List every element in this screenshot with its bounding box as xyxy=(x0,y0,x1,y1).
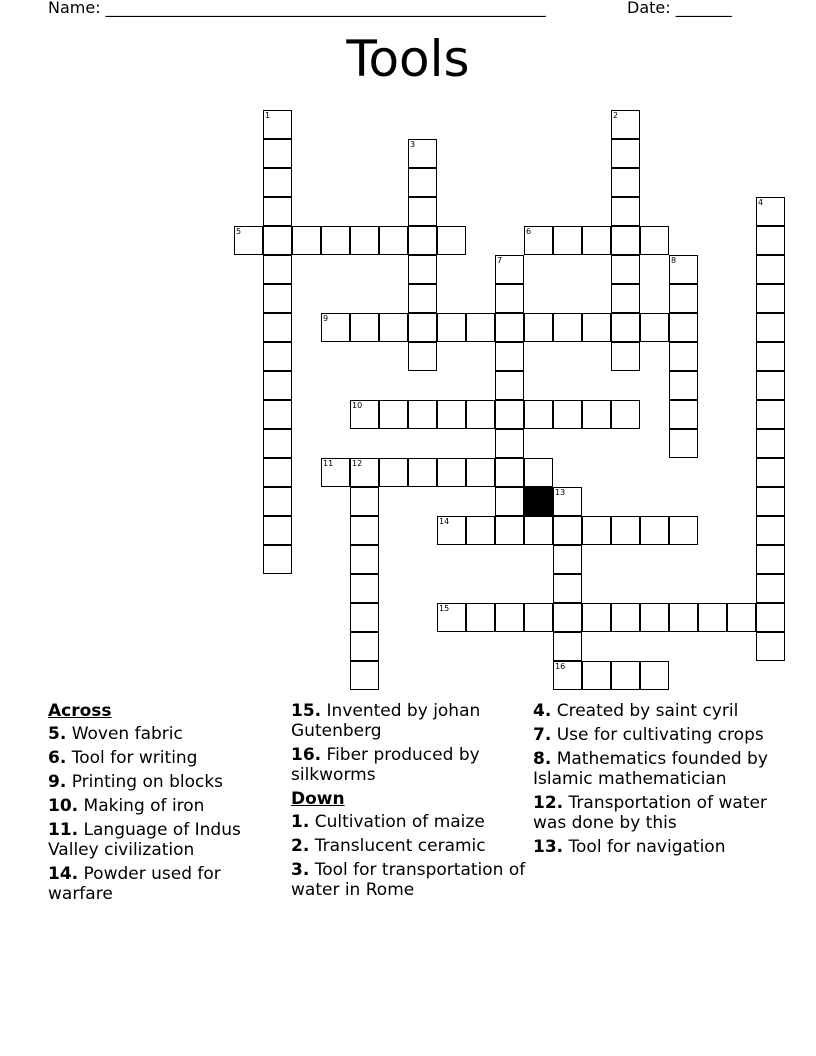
clue-number: 7. xyxy=(533,725,552,745)
grid-cell[interactable] xyxy=(350,603,379,632)
clue-down-1 xyxy=(291,812,526,832)
clue-across-11 xyxy=(48,820,283,860)
grid-cell[interactable] xyxy=(408,313,437,342)
clue-text: Created by saint cyril xyxy=(556,701,739,721)
grid-cell[interactable] xyxy=(698,603,727,632)
grid-cell[interactable] xyxy=(408,226,437,255)
black-cell xyxy=(524,487,553,516)
clue-down-8 xyxy=(533,749,768,789)
grid-cell[interactable] xyxy=(466,603,495,632)
grid-cell[interactable] xyxy=(263,487,292,516)
grid-cell[interactable] xyxy=(495,516,524,545)
grid-cell[interactable] xyxy=(756,429,785,458)
grid-cell[interactable] xyxy=(263,458,292,487)
clue-text: Language of Indus Valley civilization xyxy=(48,820,241,860)
grid-cell[interactable] xyxy=(640,226,669,255)
clue-text: Printing on blocks xyxy=(71,772,224,792)
grid-cell[interactable] xyxy=(263,139,292,168)
cell-number: 6 xyxy=(526,227,532,236)
grid-cell[interactable] xyxy=(408,168,437,197)
grid-cell[interactable] xyxy=(669,342,698,371)
clue-number: 12. xyxy=(533,793,564,813)
grid-cell[interactable] xyxy=(408,400,437,429)
grid-cell[interactable] xyxy=(495,458,524,487)
grid-cell[interactable] xyxy=(263,110,292,139)
grid-cell[interactable] xyxy=(756,342,785,371)
grid-cell[interactable] xyxy=(408,342,437,371)
clue-text: Woven fabric xyxy=(71,724,183,744)
across-heading: Across xyxy=(48,701,112,721)
grid-cell[interactable] xyxy=(756,487,785,516)
grid-cell[interactable] xyxy=(495,603,524,632)
cell-number: 8 xyxy=(671,256,677,265)
grid-cell[interactable] xyxy=(669,255,698,284)
grid-cell[interactable] xyxy=(756,226,785,255)
grid-cell[interactable] xyxy=(611,168,640,197)
grid-cell[interactable] xyxy=(466,400,495,429)
grid-cell[interactable] xyxy=(669,603,698,632)
grid-cell[interactable] xyxy=(350,516,379,545)
grid-cell[interactable] xyxy=(582,661,611,690)
clue-text: Mathematics founded by Islamic mathematician xyxy=(533,749,768,789)
grid-cell[interactable] xyxy=(669,313,698,342)
grid-cell[interactable] xyxy=(466,516,495,545)
cell-number: 9 xyxy=(323,314,329,323)
grid-cell[interactable] xyxy=(582,226,611,255)
clue-column-2 xyxy=(291,701,526,904)
cell-number: 10 xyxy=(352,401,363,410)
grid-cell[interactable] xyxy=(553,487,582,516)
clue-number: 2. xyxy=(291,836,310,856)
clue-down-7 xyxy=(533,725,768,745)
clue-text: Powder used for warfare xyxy=(48,864,221,904)
grid-cell[interactable] xyxy=(263,342,292,371)
grid-cell[interactable] xyxy=(611,255,640,284)
clue-text: Fiber produced by silkworms xyxy=(291,745,480,785)
clue-column-1 xyxy=(48,701,283,908)
clue-down-3 xyxy=(291,860,526,900)
grid-cell[interactable] xyxy=(756,313,785,342)
clue-across-9 xyxy=(48,772,283,792)
grid-cell[interactable] xyxy=(437,226,466,255)
grid-cell[interactable] xyxy=(408,197,437,226)
clue-text: Making of iron xyxy=(83,796,205,816)
grid-cell[interactable] xyxy=(756,603,785,632)
grid-cell[interactable] xyxy=(350,400,379,429)
grid-cell[interactable] xyxy=(582,516,611,545)
grid-cell[interactable] xyxy=(437,603,466,632)
clue-down-13 xyxy=(533,837,768,857)
grid-cell[interactable] xyxy=(553,516,582,545)
grid-cell[interactable] xyxy=(611,603,640,632)
grid-cell[interactable] xyxy=(350,458,379,487)
grid-cell[interactable] xyxy=(611,284,640,313)
clue-number: 4. xyxy=(533,701,552,721)
clue-down-2 xyxy=(291,836,526,856)
grid-cell[interactable] xyxy=(582,400,611,429)
cell-number: 15 xyxy=(439,604,450,613)
grid-cell[interactable] xyxy=(234,226,263,255)
grid-cell[interactable] xyxy=(437,516,466,545)
grid-cell[interactable] xyxy=(756,400,785,429)
grid-cell[interactable] xyxy=(379,313,408,342)
clue-number: 15. xyxy=(291,701,322,721)
cell-number: 7 xyxy=(497,256,503,265)
clue-text: Invented by johan Gutenberg xyxy=(291,701,481,741)
grid-cell[interactable] xyxy=(611,661,640,690)
clue-column-3 xyxy=(533,701,768,861)
name-field[interactable]: Name: _______________________________________________________ xyxy=(48,0,546,17)
cell-number: 4 xyxy=(758,198,764,207)
clue-across-10 xyxy=(48,796,283,816)
grid-cell[interactable] xyxy=(263,400,292,429)
grid-cell[interactable] xyxy=(611,226,640,255)
grid-cell[interactable] xyxy=(495,487,524,516)
grid-cell[interactable] xyxy=(611,139,640,168)
grid-cell[interactable] xyxy=(756,197,785,226)
grid-cell[interactable] xyxy=(263,429,292,458)
grid-cell[interactable] xyxy=(466,458,495,487)
grid-cell[interactable] xyxy=(495,400,524,429)
grid-cell[interactable] xyxy=(553,574,582,603)
cell-number: 1 xyxy=(265,111,271,120)
grid-cell[interactable] xyxy=(756,632,785,661)
grid-cell[interactable] xyxy=(263,371,292,400)
grid-cell[interactable] xyxy=(263,545,292,574)
cell-number: 3 xyxy=(410,140,416,149)
grid-cell[interactable] xyxy=(669,429,698,458)
grid-cell[interactable] xyxy=(553,661,582,690)
clue-number: 6. xyxy=(48,748,67,768)
clue-across-5 xyxy=(48,724,283,744)
grid-cell[interactable] xyxy=(611,400,640,429)
cell-number: 5 xyxy=(236,227,242,236)
grid-cell[interactable] xyxy=(321,226,350,255)
grid-cell[interactable] xyxy=(408,139,437,168)
grid-cell[interactable] xyxy=(292,226,321,255)
grid-cell[interactable] xyxy=(756,371,785,400)
grid-cell[interactable] xyxy=(379,226,408,255)
grid-cell[interactable] xyxy=(669,516,698,545)
grid-cell[interactable] xyxy=(756,284,785,313)
cell-number: 13 xyxy=(555,488,566,497)
grid-cell[interactable] xyxy=(524,226,553,255)
grid-cell[interactable] xyxy=(495,371,524,400)
grid-cell[interactable] xyxy=(640,661,669,690)
clue-number: 5. xyxy=(48,724,67,744)
cell-number: 14 xyxy=(439,517,450,526)
grid-cell[interactable] xyxy=(553,545,582,574)
clue-number: 16. xyxy=(291,745,322,765)
grid-cell[interactable] xyxy=(495,429,524,458)
clue-number: 14. xyxy=(48,864,79,884)
grid-cell[interactable] xyxy=(553,603,582,632)
cell-number: 12 xyxy=(352,459,363,468)
grid-cell[interactable] xyxy=(553,400,582,429)
clue-text: Use for cultivating crops xyxy=(556,725,764,745)
grid-cell[interactable] xyxy=(756,255,785,284)
grid-cell[interactable] xyxy=(495,342,524,371)
clue-across-16 xyxy=(291,745,526,785)
grid-cell[interactable] xyxy=(495,255,524,284)
grid-cell[interactable] xyxy=(524,313,553,342)
clue-number: 10. xyxy=(48,796,79,816)
grid-cell[interactable] xyxy=(640,603,669,632)
grid-cell[interactable] xyxy=(611,516,640,545)
grid-cell[interactable] xyxy=(350,574,379,603)
grid-cell[interactable] xyxy=(263,284,292,313)
grid-cell[interactable] xyxy=(582,603,611,632)
cell-number: 11 xyxy=(323,459,334,468)
cell-number: 16 xyxy=(555,662,566,671)
grid-cell[interactable] xyxy=(582,313,611,342)
grid-cell[interactable] xyxy=(611,313,640,342)
grid-cell[interactable] xyxy=(640,516,669,545)
clue-down-4 xyxy=(533,701,768,721)
grid-cell[interactable] xyxy=(669,400,698,429)
grid-cell[interactable] xyxy=(640,313,669,342)
grid-cell[interactable] xyxy=(437,458,466,487)
grid-cell[interactable] xyxy=(263,313,292,342)
grid-cell[interactable] xyxy=(611,342,640,371)
grid-cell[interactable] xyxy=(350,487,379,516)
grid-cell[interactable] xyxy=(350,226,379,255)
grid-cell[interactable] xyxy=(350,545,379,574)
date-field[interactable]: Date: _______ xyxy=(627,0,732,17)
grid-cell[interactable] xyxy=(379,458,408,487)
down-heading: Down xyxy=(291,789,345,809)
clue-number: 9. xyxy=(48,772,67,792)
grid-cell[interactable] xyxy=(350,313,379,342)
clue-across-15 xyxy=(291,701,526,741)
cell-number: 2 xyxy=(613,111,619,120)
grid-cell[interactable] xyxy=(756,574,785,603)
grid-cell[interactable] xyxy=(379,400,408,429)
grid-cell[interactable] xyxy=(727,603,756,632)
clue-across-14 xyxy=(48,864,283,904)
grid-cell[interactable] xyxy=(756,458,785,487)
grid-cell[interactable] xyxy=(553,313,582,342)
grid-cell[interactable] xyxy=(263,516,292,545)
grid-cell[interactable] xyxy=(350,661,379,690)
grid-cell[interactable] xyxy=(263,197,292,226)
grid-cell[interactable] xyxy=(321,458,350,487)
clue-text: Transportation of water was done by this xyxy=(533,793,767,833)
grid-cell[interactable] xyxy=(553,226,582,255)
grid-cell[interactable] xyxy=(669,371,698,400)
grid-cell[interactable] xyxy=(350,632,379,661)
grid-cell[interactable] xyxy=(756,516,785,545)
grid-cell[interactable] xyxy=(263,255,292,284)
grid-cell[interactable] xyxy=(611,110,640,139)
grid-cell[interactable] xyxy=(408,255,437,284)
clue-number: 1. xyxy=(291,812,310,832)
grid-cell[interactable] xyxy=(524,603,553,632)
grid-cell[interactable] xyxy=(466,313,495,342)
clue-text: Tool for writing xyxy=(71,748,198,768)
grid-cell[interactable] xyxy=(524,516,553,545)
clue-text: Translucent ceramic xyxy=(314,836,486,856)
grid-cell[interactable] xyxy=(263,168,292,197)
grid-cell[interactable] xyxy=(669,284,698,313)
clue-number: 13. xyxy=(533,837,564,857)
clue-number: 3. xyxy=(291,860,310,880)
grid-cell[interactable] xyxy=(524,458,553,487)
grid-cell[interactable] xyxy=(408,284,437,313)
puzzle-title: Tools xyxy=(346,30,470,88)
clue-number: 11. xyxy=(48,820,79,840)
clue-across-6 xyxy=(48,748,283,768)
grid-cell[interactable] xyxy=(495,284,524,313)
grid-cell[interactable] xyxy=(756,545,785,574)
grid-cell[interactable] xyxy=(408,458,437,487)
grid-cell[interactable] xyxy=(437,400,466,429)
clue-down-12 xyxy=(533,793,768,833)
grid-cell[interactable] xyxy=(495,313,524,342)
clue-text: Tool for transportation of water in Rome xyxy=(291,860,526,900)
clue-text: Cultivation of maize xyxy=(314,812,485,832)
grid-cell[interactable] xyxy=(263,226,292,255)
grid-cell[interactable] xyxy=(524,400,553,429)
clue-text: Tool for navigation xyxy=(568,837,726,857)
grid-cell[interactable] xyxy=(437,313,466,342)
clue-number: 8. xyxy=(533,749,552,769)
grid-cell[interactable] xyxy=(321,313,350,342)
grid-cell[interactable] xyxy=(611,197,640,226)
grid-cell[interactable] xyxy=(553,632,582,661)
